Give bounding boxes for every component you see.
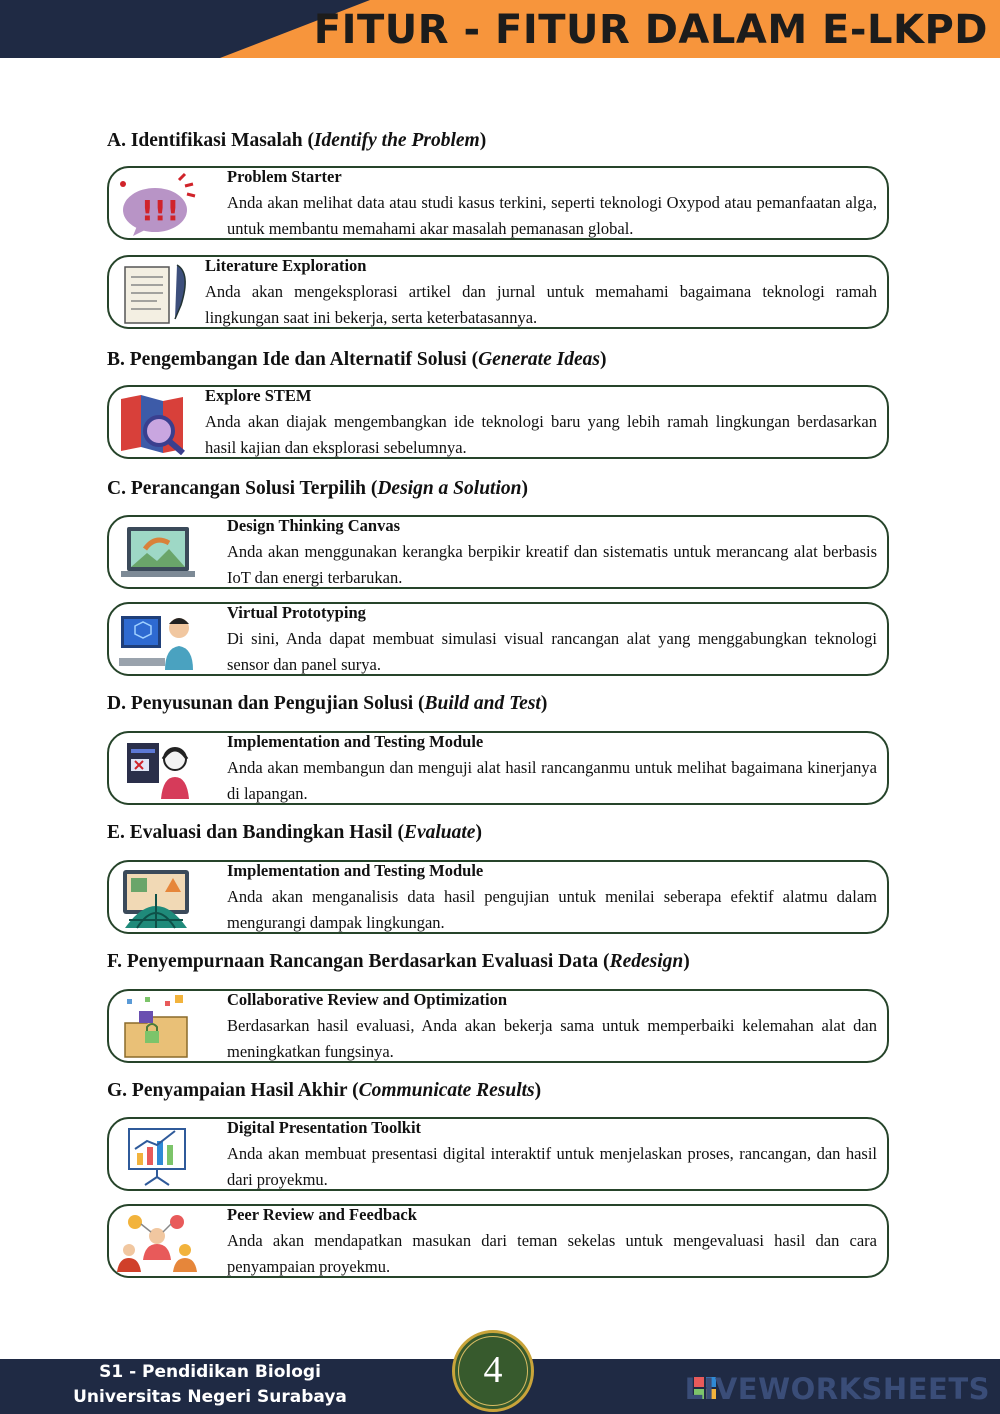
feature-card <box>107 255 889 329</box>
scroll-quill-icon <box>115 261 199 325</box>
feature-description: Anda akan membuat presentasi digital interaktif untuk menjelaskan proses, rancangan, dan hasil dari proyekmu. <box>227 1144 877 1189</box>
section-a-heading: A. Identifikasi Masalah (Identify the Problem) <box>107 130 487 151</box>
feature-description: Anda akan melihat data atau studi kasus terkini, seperti teknologi Oxypod atau pemanfaatan alga, untuk membantu memahami akar masalah pemanasan global. <box>227 193 877 238</box>
section-b-heading: B. Pengembangan Ide dan Alternatif Solusi (Generate Ideas) <box>107 349 607 370</box>
laptop-painting-icon <box>115 521 199 585</box>
feature-card <box>107 385 889 459</box>
svg-text:!!!: !!! <box>141 194 180 227</box>
feature-description: Anda akan mendapatkan masukan dari teman sekelas untuk mengevaluasi hasil dan cara penyampaian proyekmu. <box>227 1231 877 1276</box>
section-c-heading: C. Perancangan Solusi Terpilih (Design a Solution) <box>107 478 528 499</box>
feature-card <box>107 1204 889 1278</box>
feature-card <box>107 731 889 805</box>
feature-description: Berdasarkan hasil evaluasi, Anda akan bekerja sama untuk memperbaiki kelemahan alat dan meningkatkan fungsinya. <box>227 1016 877 1061</box>
feature-title: Implementation and Testing Module <box>227 861 484 880</box>
section-d-heading: D. Penyusunan dan Pengujian Solusi (Build and Test) <box>107 693 548 714</box>
page-title: FITUR - FITUR DALAM E-LKPD <box>313 7 988 53</box>
feature-title: Digital Presentation Toolkit <box>227 1118 422 1137</box>
feature-card <box>107 860 889 934</box>
feature-description: Anda akan membangun dan menguji alat hasil rancanganmu untuk melihat bagaimana kinerjanya di lapangan. <box>227 758 877 803</box>
footer-university: Universitas Negeri Surabaya <box>73 1387 347 1407</box>
feature-card <box>107 515 889 589</box>
feature-title: Collaborative Review and Optimization <box>227 990 508 1009</box>
feature-card <box>107 1117 889 1191</box>
feature-description: Anda akan diajak mengembangkan ide teknologi baru yang lebih ramah lingkungan berdasarkan hasil kajian dan eksplorasi sebelumnya. <box>205 412 877 457</box>
person-computer-icon <box>115 608 199 672</box>
peer-network-icon <box>115 1210 199 1274</box>
feature-title: Literature Exploration <box>205 256 367 275</box>
feature-description: Di sini, Anda dapat membuat simulasi visual rancangan alat yang menggabungkan teknologi sensor dan panel surya. <box>227 629 877 674</box>
page-number: 4 <box>458 1336 528 1406</box>
presentation-chart-icon <box>115 1123 199 1187</box>
feature-card <box>107 989 889 1063</box>
section-e-heading: E. Evaluasi dan Bandingkan Hasil (Evaluate) <box>107 822 482 843</box>
feature-title: Design Thinking Canvas <box>227 516 401 535</box>
support-agent-icon <box>115 737 199 801</box>
globe-monitor-icon <box>115 866 199 930</box>
feature-title: Explore STEM <box>205 386 312 405</box>
footer-program: S1 - Pendidikan Biologi <box>99 1362 321 1382</box>
feature-description: Anda akan menggunakan kerangka berpikir kreatif dan sistematis untuk merancang alat berbasis IoT dan energi terbarukan. <box>227 542 877 587</box>
liveworksheets-brand: LIVEWORKSHEETS <box>684 1372 990 1406</box>
feature-description: Anda akan menganalisis data hasil pengujian untuk menilai seberapa efektif alatmu dalam mengurangi dampak lingkungan. <box>227 887 877 932</box>
map-magnifier-icon <box>115 391 199 455</box>
folder-lock-icon <box>115 995 199 1059</box>
section-f-heading: F. Penyempurnaan Rancangan Berdasarkan Evaluasi Data (Redesign) <box>107 951 690 972</box>
feature-card <box>107 166 889 240</box>
section-g-heading: G. Penyampaian Hasil Akhir (Communicate Results) <box>107 1080 542 1101</box>
feature-title: Peer Review and Feedback <box>227 1205 417 1224</box>
feature-title: Virtual Prototyping <box>227 603 366 622</box>
feature-title: Implementation and Testing Module <box>227 732 484 751</box>
feature-title: Problem Starter <box>227 167 342 186</box>
feature-card <box>107 602 889 676</box>
alert-speech-bubble-icon <box>115 172 199 236</box>
feature-description: Anda akan mengeksplorasi artikel dan jurnal untuk memahami bagaimana teknologi ramah lingkungan saat ini bekerja, serta keterbatasannya. <box>205 282 877 327</box>
